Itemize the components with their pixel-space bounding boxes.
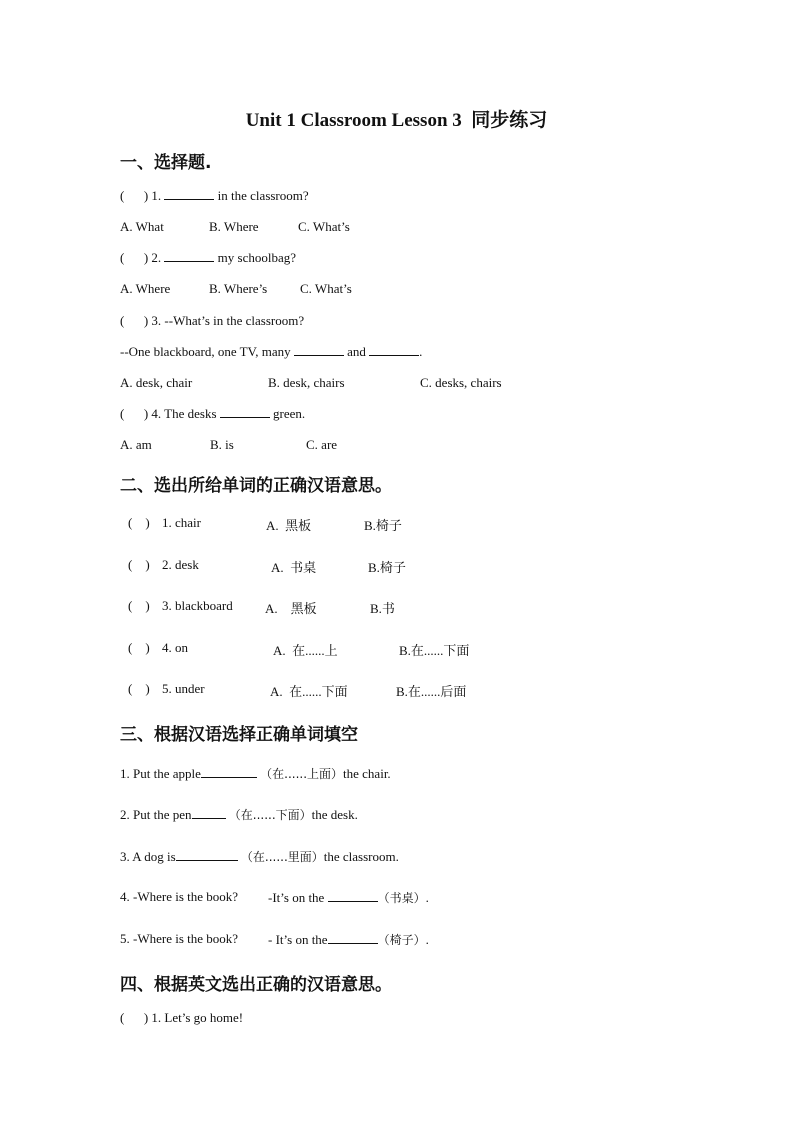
- answer-paren[interactable]: ( ): [120, 188, 149, 203]
- answer-blank[interactable]: [192, 807, 226, 819]
- answer-paren[interactable]: ( ): [128, 681, 150, 696]
- answer-paren[interactable]: ( ): [128, 640, 150, 655]
- answer-paren[interactable]: ( ): [120, 313, 149, 328]
- q4: ( ) 4. The desks green.: [120, 406, 306, 421]
- answer-blank[interactable]: [369, 344, 419, 356]
- answer-paren[interactable]: ( ): [120, 406, 149, 421]
- q3-line2: --One blackboard, one TV, many and .: [120, 344, 423, 359]
- option: B. Where: [209, 219, 259, 234]
- answer-paren[interactable]: ( ): [128, 557, 150, 572]
- option: C. What’s: [300, 281, 352, 296]
- fill-item: 3. A dog is （在......里面）the classroom.: [120, 849, 399, 864]
- word: 1. chair: [162, 515, 201, 530]
- word: 5. under: [162, 681, 205, 696]
- answer-blank[interactable]: [328, 890, 378, 902]
- option: A. desk, chair: [120, 375, 193, 390]
- option-b: B.书: [370, 601, 395, 616]
- q-item: ( ) 1. Let’s go home!: [120, 1010, 244, 1025]
- option-a: A. 在......下面: [270, 684, 348, 699]
- option: B. desk, chairs: [268, 375, 345, 390]
- answer-blank[interactable]: [164, 188, 214, 200]
- option-b: B.在......下面: [399, 643, 470, 658]
- option: B. is: [210, 437, 234, 452]
- answer-paren[interactable]: ( ): [128, 598, 150, 613]
- fill-item: 5. -Where is the book?: [120, 931, 239, 946]
- answer-blank[interactable]: [164, 250, 214, 262]
- q3: ( ) 3. --What’s in the classroom?: [120, 313, 305, 328]
- answer-paren[interactable]: ( ): [120, 1010, 149, 1025]
- option-b: B.在......后面: [396, 684, 467, 699]
- answer-paren[interactable]: ( ): [128, 515, 150, 530]
- option: A. What: [120, 219, 164, 234]
- option: C. are: [306, 437, 338, 452]
- answer-blank[interactable]: [201, 766, 257, 778]
- fill-item-answer: -It’s on the （书桌）.: [268, 890, 429, 905]
- word: 2. desk: [162, 557, 199, 572]
- option: C. What’s: [298, 219, 350, 234]
- q2: ( ) 2. my schoolbag?: [120, 250, 297, 265]
- fill-item: 4. -Where is the book?: [120, 889, 239, 904]
- fill-item: 1. Put the apple （在......上面）the chair.: [120, 766, 391, 781]
- title-en: Unit 1 Classroom Lesson 3: [245, 110, 462, 131]
- section3-heading: 三、根据汉语选择正确单词填空: [120, 725, 358, 745]
- option-a: A. 书桌: [271, 560, 317, 575]
- fill-item: 2. Put the pen （在......下面）the desk.: [120, 807, 358, 822]
- option: B. Where’s: [209, 281, 268, 296]
- option-b: B.椅子: [368, 560, 406, 575]
- answer-blank[interactable]: [294, 344, 344, 356]
- option-a: A. 黑板: [265, 601, 317, 616]
- option: A. Where: [120, 281, 171, 296]
- option: C. desks, chairs: [420, 375, 502, 390]
- fill-item-answer: - It’s on the （椅子）.: [268, 932, 429, 947]
- option: A. am: [120, 437, 152, 452]
- answer-blank[interactable]: [328, 932, 378, 944]
- page-title: [0, 105, 793, 132]
- option-a: A. 黑板: [266, 518, 312, 533]
- q1: ( ) 1. in the classroom?: [120, 188, 309, 203]
- option-a: A. 在......上: [273, 643, 338, 658]
- section1-heading: 一、选择题.: [120, 153, 212, 173]
- title-cn: 同步练习: [471, 109, 548, 131]
- answer-paren[interactable]: ( ): [120, 250, 149, 265]
- word: 4. on: [162, 640, 188, 655]
- option-b: B.椅子: [364, 518, 402, 533]
- answer-blank[interactable]: [220, 406, 270, 418]
- section4-heading: 四、根据英文选出正确的汉语意思。: [120, 975, 392, 995]
- word: 3. blackboard: [162, 598, 233, 613]
- section2-heading: 二、选出所给单词的正确汉语意思。: [120, 476, 392, 496]
- answer-blank[interactable]: [176, 849, 238, 861]
